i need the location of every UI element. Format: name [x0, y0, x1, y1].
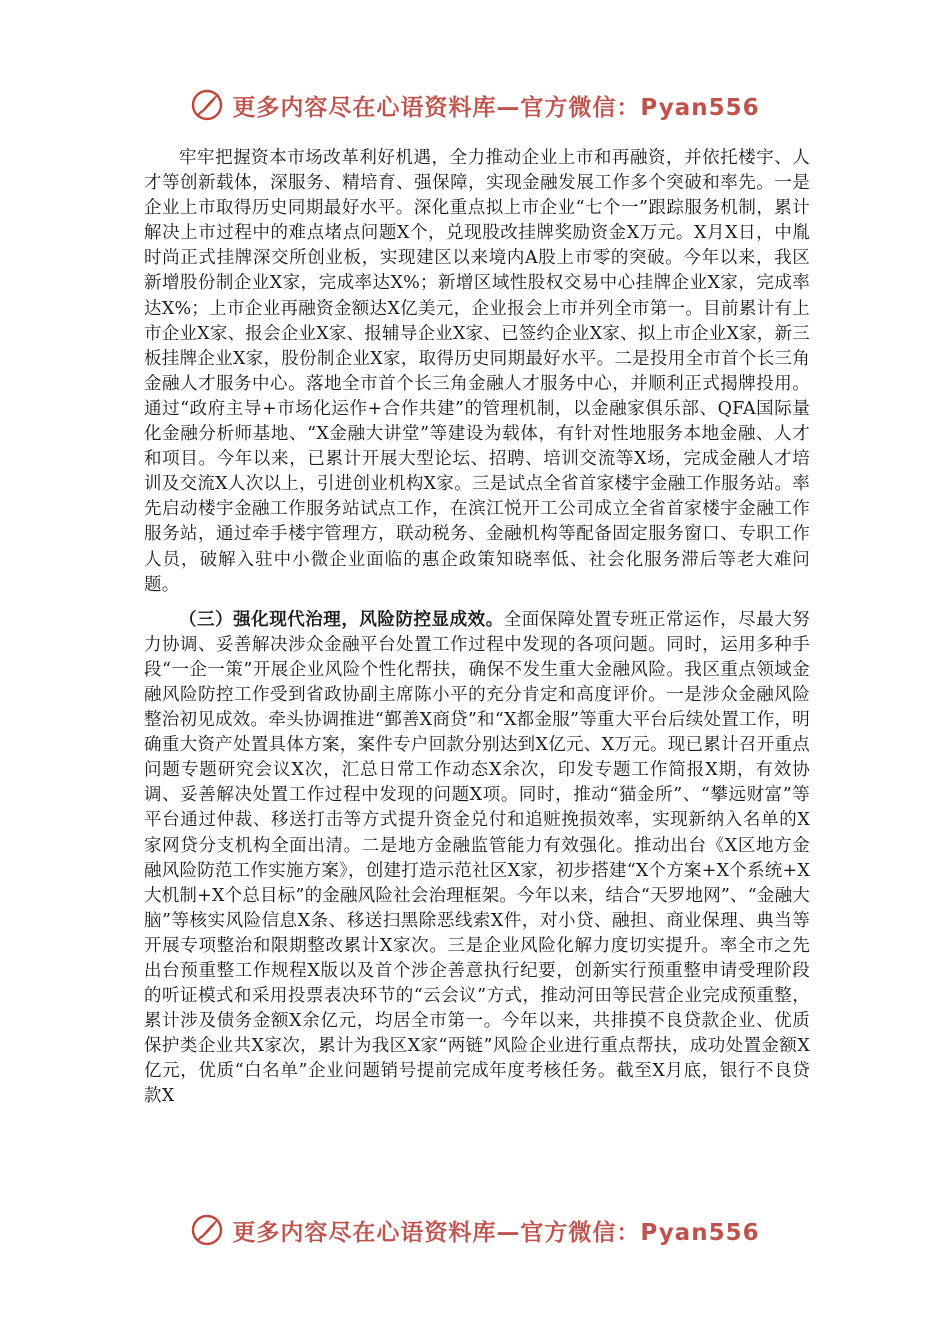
- paragraph-risk-governance: [144, 608, 810, 1110]
- footer-banner: [0, 1210, 950, 1250]
- paragraph-lead-heading: （三）强化现代治理，风险防控显成效。: [179, 609, 504, 630]
- footer-banner-text: 更多内容尽在心语资料库—官方微信：Pyan556: [232, 1219, 760, 1246]
- paragraph-text: 牢牢把握资本市场改革利好机遇，全力推动企业上市和再融资，并依托楼宇、人才等创新载体，深服务、精培育、强保障，实现金融发展工作多个突破和率先。一是企业上市取得历史同期最好水平。深化重点拟上市企业“七个一”跟踪服务机制，累计解决上市过程中的难点堵点问题X个，兑现股改挂牌奖励资金X万元。X月X日，中胤时尚正式挂牌深交所创业板，实现建区以来境内A股上市零的突破。今年以来，我区新增股份制企业X家，完成率达X%；新增区域性股权交易中心挂牌企业X家，完成率达X%；上市企业再融资金额达X亿美元，企业报会上市并列全市第一。目前累计有上市企业X家、报会企业X家、报辅导企业X家、已签约企业X家、拟上市企业X家，新三板挂牌企业X家，股份制企业X家，取得历史同期最好水平。二是投用全市首个长三角金融人才服务中心。落地全市首个长三角金融人才服务中心，并顺利正式揭牌投用。通过“政府主导+市场化运作+合作共建”的管理机制，以金融家俱乐部、QFA国际量化金融分析师基地、“X金融大讲堂”等建设为载体，有针对性地服务本地金融、人才和项目。今年以来，已累计开展大型论坛、招聘、培训交流等X场，完成金融人才培训及交流X人次以上，引进创业机构X家。三是试点全省首家楼宇金融工作服务站。率先启动楼宇金融工作服务站试点工作，在滨江悦开工公司成立全省首家楼宇金融工作服务站，通过牵手楼宇管理方，联动税务、金融机构等配备固定服务窗口、专职工作人员，破解入驻中小微企业面临的惠企政策知晓率低、社会化服务滞后等老大难问题。: [144, 148, 810, 595]
- quill-pen-logo-icon: [190, 88, 224, 122]
- header-banner-text: 更多内容尽在心语资料库—官方微信：Pyan556: [232, 94, 760, 121]
- header-banner: [0, 85, 950, 125]
- paragraph-text: 全面保障处置专班正常运作，尽最大努力协调、妥善解决涉众金融平台处置工作过程中发现的各项问题。同时，运用多种手段“一企一策”开展企业风险个性化帮扶，确保不发生重大金融风险。我区重点领域金融风险防控工作受到省政协副主席陈小平的充分肯定和高度评价。一是涉众金融风险整治初见成效。牵头协调推进“鄞善X商贷”和“X都金服”等重大平台后续处置工作，明确重大资产处置具体方案，案件专户回款分别达到X亿元、X万元。现已累计召开重点问题专题研究会议X次，汇总日常工作动态X余次，印发专题工作简报X期，有效协调、妥善解决处置工作过程中发现的问题X项。同时，推动“猫金所”、“攀远财富”等平台通过仲裁、移送打击等方式提升资金兑付和追赃挽损效率，实现新纳入名单的X家网贷分支机构全面出清。二是地方金融监管能力有效强化。推动出台《X区地方金融风险防范工作实施方案》，创建打造示范社区X家，初步搭建“X个方案+X个系统+X大机制+X个总目标”的金融风险社会治理框架。今年以来，结合“天罗地网”、“金融大脑”等核实风险信息X条、移送扫黑除恶线索X件，对小贷、融担、商业保理、典当等开展专项整治和限期整改累计X家次。三是企业风险化解力度切实提升。率全市之先出台预重整工作规程X版以及首个涉企善意执行纪要，创新实行预重整申请受理阶段的听证模式和采用投票表决环节的“云会议”方式，推动河田等民营企业完成预重整，累计涉及债务金额X余亿元，均居全市第一。今年以来，共排摸不良贷款企业、优质保护类企业共X家次，累计为我区X家“两链”风险企业进行重点帮扶，成功处置金额X亿元，优质“白名单”企业问题销号提前完成年度考核任务。截至X月底，银行不良贷款X: [144, 609, 810, 1107]
- quill-pen-logo-icon: [190, 1213, 224, 1247]
- paragraph-capital-market: [144, 146, 810, 598]
- document-body: [144, 146, 810, 1120]
